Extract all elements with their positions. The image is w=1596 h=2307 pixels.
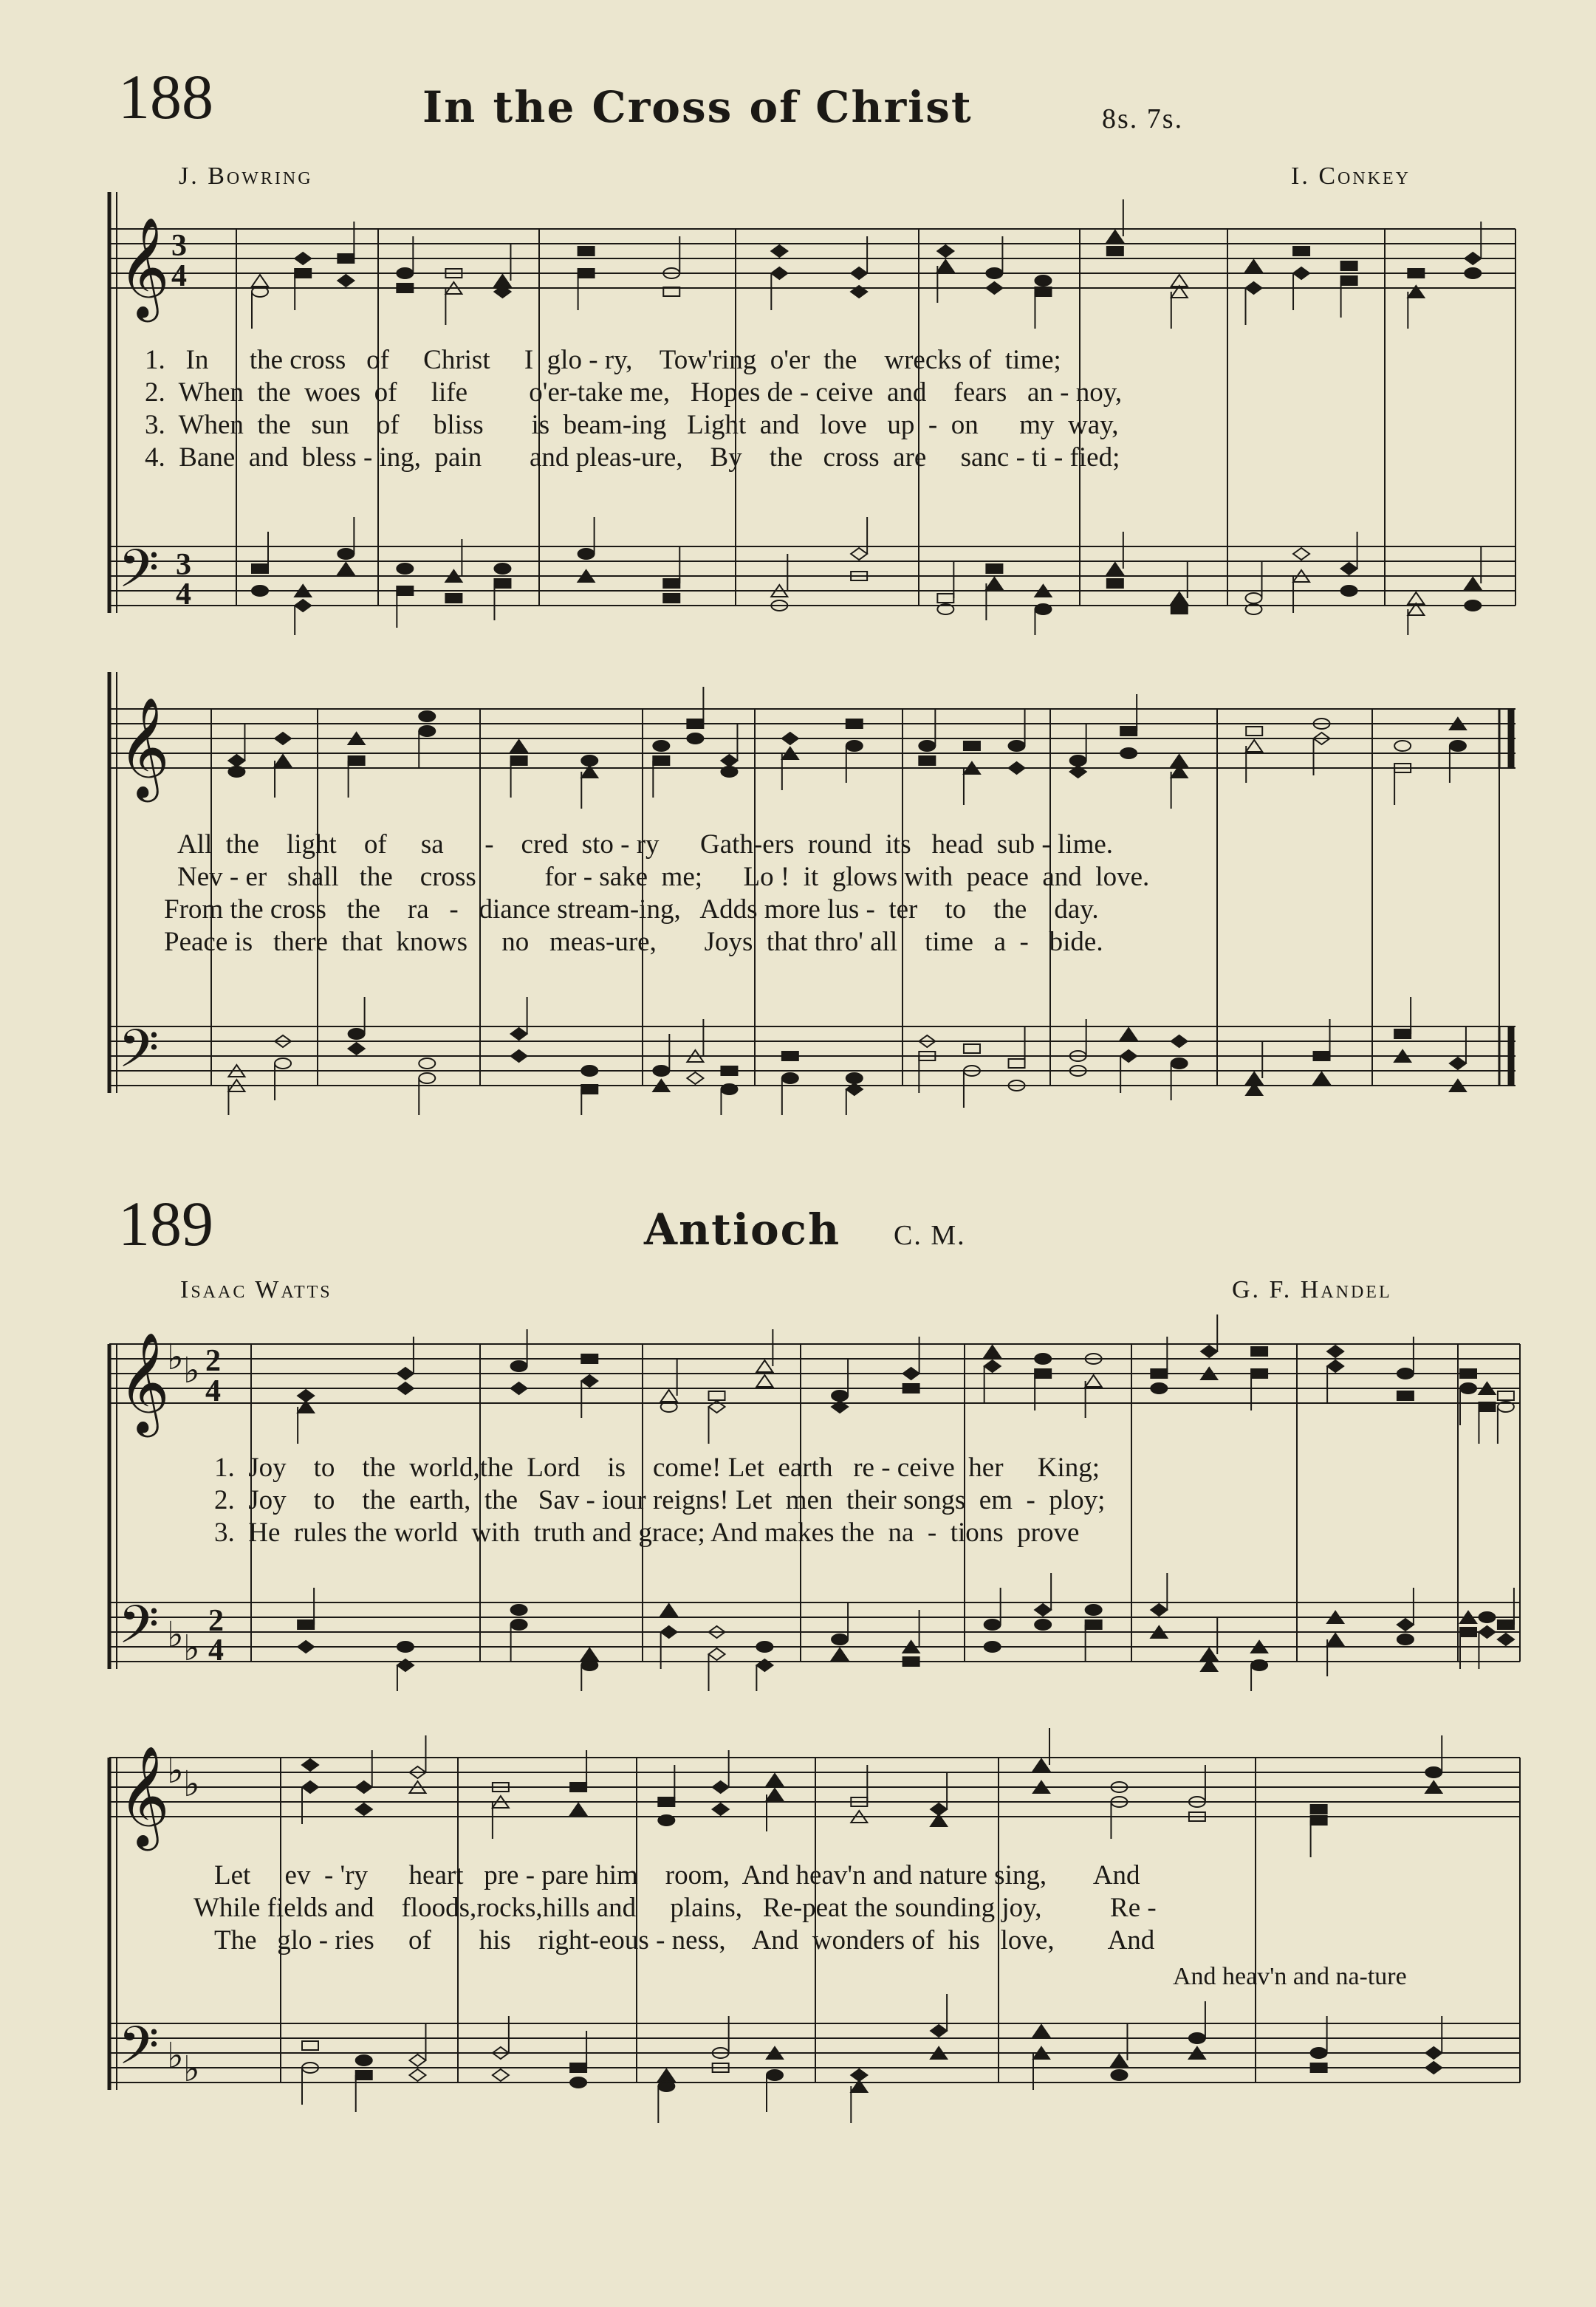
note-head [937, 594, 953, 603]
note-head [782, 733, 798, 744]
note-head [228, 755, 244, 767]
svg-text:4: 4 [176, 577, 191, 611]
note-head [397, 1368, 414, 1379]
lyrics-system-3-verse-1: 1. Joy to the world,the Lord is come! Let earth re - ceive her King; [214, 1453, 1100, 1483]
note-head [295, 600, 311, 611]
note-head [658, 2069, 674, 2081]
note-head [275, 733, 291, 744]
note-head [1009, 741, 1025, 751]
note-head [409, 2054, 425, 2066]
note-head [1394, 741, 1411, 751]
note-head [1425, 2062, 1442, 2074]
note-head [1479, 1612, 1495, 1622]
note-head [687, 733, 703, 744]
svg-text:2: 2 [205, 1344, 221, 1378]
note-head [721, 1084, 737, 1094]
note-head [409, 2069, 425, 2081]
note-head [931, 2025, 947, 2037]
note-head [302, 1781, 318, 1793]
hymn-author: Isaac Watts [180, 1276, 332, 1303]
note-head [1341, 261, 1357, 270]
note-head [1151, 1383, 1167, 1394]
note-head [1498, 1620, 1514, 1629]
note-head [511, 1361, 527, 1371]
hymn-number: 189 [118, 1188, 213, 1259]
svg-text:♭: ♭ [183, 1350, 200, 1391]
note-head [1450, 741, 1466, 751]
note-head [1479, 1626, 1495, 1638]
note-head [1293, 548, 1309, 560]
note-head [721, 767, 737, 777]
note-head [661, 1604, 677, 1616]
note-head [756, 1375, 773, 1387]
note-head [713, 1781, 729, 1793]
lyrics-system-2-verse-2: Nev - er shall the cross for - sake me; Lo ! it glows with peace and love. [177, 862, 1150, 892]
note-head [1086, 1605, 1102, 1615]
note-head [581, 1085, 597, 1094]
note-head [511, 1605, 527, 1615]
note-head [1086, 1375, 1102, 1387]
note-head [661, 1390, 677, 1402]
note-head [771, 245, 787, 257]
note-head [846, 719, 863, 728]
note-head [511, 1050, 527, 1062]
note-head [397, 563, 413, 574]
note-head [1111, 2054, 1127, 2066]
note-head [1246, 740, 1262, 752]
note-head [1033, 1759, 1049, 1771]
note-head [767, 1774, 783, 1786]
lyrics-system-4-verse-2: While fields and floods,rocks,hills and plains, Re-peat the sounding joy, Re - [193, 1893, 1157, 1923]
note-head [658, 2081, 674, 2091]
note-head [1251, 1369, 1267, 1378]
note-head [578, 269, 595, 278]
note-head [1479, 1402, 1495, 1411]
note-head [298, 1641, 314, 1653]
lyrics-system-2-verse-3: From the cross the ra - diance stream-ing, Adds more lus - ter to the day. [164, 894, 1099, 925]
note-head [782, 1073, 798, 1083]
note-head [445, 594, 462, 603]
note-head [1120, 1028, 1137, 1040]
note-head [298, 1620, 314, 1629]
svg-text:𝄢: 𝄢 [118, 2015, 160, 2089]
svg-text:♭: ♭ [167, 1337, 184, 1378]
hymn-title: In the Cross of Christ [422, 82, 973, 132]
note-head [494, 275, 510, 287]
note-head [1341, 563, 1357, 575]
lyrics-system-1-verse-4: 4. Bane and bless - ing, pain and pleas-ure, By the cross are sanc - ti - fied; [145, 442, 1120, 473]
note-head [851, 548, 867, 560]
note-head [661, 1626, 677, 1638]
note-head [578, 247, 595, 256]
note-head [511, 1619, 527, 1630]
svg-text:♭: ♭ [183, 2049, 200, 2090]
note-head [1397, 1634, 1414, 1645]
bass-cue-lyric: And heav'n and na-ture [1173, 1963, 1407, 1990]
note-head [1425, 1767, 1442, 1778]
note-head [687, 719, 703, 728]
note-head [1009, 1059, 1025, 1068]
note-head [1327, 1346, 1343, 1357]
note-head [1171, 605, 1188, 614]
hymn-composer: I. Conkey [1291, 162, 1411, 190]
note-head [986, 564, 1002, 573]
note-head [419, 711, 435, 721]
note-head [1111, 2070, 1127, 2080]
note-head [493, 2069, 509, 2081]
note-head [1327, 1360, 1343, 1372]
note-head [570, 1803, 586, 1815]
note-head [1120, 748, 1137, 758]
lyrics-system-1-verse-3: 3. When the sun of bliss is beam-ing Light and love up - on my way, [145, 410, 1119, 440]
note-head [338, 275, 354, 287]
note-head [338, 549, 354, 559]
note-head [1246, 282, 1262, 294]
note-head [419, 726, 435, 736]
note-head [1035, 604, 1051, 614]
svg-text:♭: ♭ [167, 1614, 184, 1656]
note-head [1498, 1391, 1514, 1400]
svg-text:𝄞: 𝄞 [118, 1331, 170, 1433]
note-head [349, 1029, 365, 1039]
note-head [1327, 1634, 1343, 1645]
lyrics-system-3-verse-3: 3. He rules the world with truth and grace; And makes the na - tions prove [214, 1518, 1080, 1548]
note-head [832, 1634, 848, 1645]
note-head [756, 1360, 773, 1372]
note-head [1293, 267, 1309, 279]
note-head [721, 755, 737, 767]
lyrics-system-1-verse-2: 2. When the woes of life o'er-take me, Hopes de - ceive and fears an - noy, [145, 377, 1123, 408]
note-head [709, 1391, 725, 1400]
note-head [252, 275, 268, 287]
note-head [1246, 260, 1262, 272]
note-head [1246, 593, 1262, 603]
note-head [771, 267, 787, 279]
note-head [1107, 230, 1123, 242]
svg-text:3: 3 [176, 548, 191, 582]
note-head [984, 1642, 1001, 1652]
note-head [1397, 1619, 1414, 1631]
svg-text:♭: ♭ [167, 1750, 184, 1792]
note-head [1314, 1052, 1330, 1060]
note-head [919, 756, 935, 765]
note-head [581, 1066, 597, 1076]
svg-text:4: 4 [171, 259, 187, 293]
note-head [578, 549, 595, 559]
note-head [1009, 762, 1025, 774]
hymn-meter: C. M. [894, 1220, 966, 1251]
note-head [1397, 1391, 1414, 1400]
note-head [581, 1660, 597, 1670]
hymn-author: J. Bowring [179, 162, 313, 190]
svg-text:𝄞: 𝄞 [118, 1744, 170, 1846]
note-head [1465, 268, 1481, 278]
lyrics-system-2-verse-4: Peace is there that knows no meas-ure, Joys that thro' all time a - bide. [164, 927, 1103, 957]
note-head [356, 2055, 372, 2066]
note-head [1311, 2063, 1327, 2072]
note-head [419, 1073, 435, 1083]
note-head [1408, 269, 1424, 278]
lyrics-system-2-verse-1: All the light of sa - cred sto - ry Gath-ers round its head sub - lime. [177, 829, 1114, 860]
note-head [1460, 1383, 1476, 1394]
note-head [767, 2070, 783, 2080]
note-head [964, 741, 980, 750]
note-head [984, 1346, 1001, 1357]
note-head [397, 1382, 414, 1394]
lyrics-system-4-verse-3: The glo - ries of his right-eous - ness, And wonders of his love, And [214, 1925, 1155, 1955]
note-head [782, 1052, 798, 1060]
note-head [570, 2077, 586, 2088]
note-head [1293, 247, 1309, 256]
note-head [1251, 1347, 1267, 1356]
note-head [1394, 1029, 1411, 1038]
note-head [295, 253, 311, 264]
note-head [709, 1648, 725, 1660]
note-head [1498, 1634, 1514, 1645]
note-head [338, 254, 354, 263]
note-head [1425, 2047, 1442, 2059]
note-head [1171, 1058, 1188, 1069]
note-head [275, 755, 291, 767]
note-head [228, 767, 244, 777]
lyrics-system-3-verse-2: 2. Joy to the earth, the Sav - iour reigns! Let men their songs em - ploy; [214, 1485, 1106, 1515]
note-head [511, 756, 527, 765]
note-head [658, 1797, 674, 1806]
note-head [663, 594, 679, 603]
note-head [756, 1642, 773, 1652]
lyrics-system-4-verse-1: Let ev - 'ry heart pre - pare him room, And heav'n and nature sing, And [214, 1860, 1140, 1890]
note-head [984, 1619, 1001, 1630]
note-head [1033, 2025, 1049, 2037]
note-head [1107, 563, 1123, 575]
svg-text:♭: ♭ [183, 1763, 200, 1805]
svg-text:𝄢: 𝄢 [118, 1018, 160, 1092]
note-head [1201, 1346, 1217, 1357]
note-head [581, 1354, 597, 1363]
note-head [1311, 2048, 1327, 2058]
note-head [1251, 1660, 1267, 1670]
note-head [1465, 600, 1481, 611]
note-head [832, 1648, 848, 1660]
note-head [846, 1073, 863, 1083]
note-head [570, 2063, 586, 2072]
note-head [1070, 755, 1086, 766]
note-head [1341, 276, 1357, 285]
note-head [653, 741, 669, 751]
lyrics-system-1-verse-1: 1. In the cross of Christ I glo - ry, Tow'ring o'er the wrecks of time; [145, 345, 1061, 375]
note-head [1450, 1057, 1466, 1069]
note-head [937, 245, 953, 257]
note-head [1460, 1628, 1476, 1636]
note-head [349, 1043, 365, 1055]
note-head [356, 2071, 372, 2080]
note-head [1151, 1369, 1167, 1378]
svg-text:𝄢: 𝄢 [118, 1594, 160, 1668]
note-head [984, 1360, 1001, 1372]
note-head [1151, 1604, 1167, 1616]
note-head [252, 586, 268, 596]
note-head [494, 563, 510, 574]
note-head [653, 1066, 669, 1076]
note-head [1035, 1619, 1051, 1630]
note-head [338, 563, 354, 575]
note-head [663, 579, 679, 588]
hymn-composer: G. F. Handel [1232, 1276, 1392, 1303]
note-head [397, 284, 413, 292]
svg-text:♭: ♭ [183, 1628, 200, 1669]
note-head [1460, 1369, 1476, 1378]
note-head [356, 1781, 372, 1793]
note-head [397, 586, 413, 595]
note-head [1035, 1354, 1051, 1364]
note-head [1171, 1035, 1188, 1047]
note-head [581, 1648, 597, 1660]
note-head [1107, 579, 1123, 588]
note-head [658, 1815, 674, 1826]
hymn-title: Antioch [644, 1204, 841, 1255]
note-head [1107, 247, 1123, 256]
note-head [397, 1642, 414, 1652]
note-head [419, 1058, 435, 1069]
note-head [1189, 2033, 1205, 2043]
note-head [1035, 1369, 1051, 1378]
svg-text:𝄞: 𝄞 [118, 216, 170, 318]
note-head [713, 1803, 729, 1815]
hymn-number: 188 [118, 61, 213, 132]
svg-text:𝄞: 𝄞 [118, 696, 170, 798]
note-head [687, 1072, 703, 1084]
note-head [1120, 1050, 1137, 1062]
note-head [721, 1066, 737, 1075]
note-head [581, 755, 597, 766]
note-head [1035, 275, 1051, 286]
note-head [511, 740, 527, 752]
note-head [1314, 1072, 1330, 1084]
note-head [511, 1382, 527, 1394]
note-head [903, 1368, 919, 1379]
svg-text:2: 2 [208, 1604, 224, 1638]
note-head [937, 260, 953, 272]
note-head [986, 577, 1002, 589]
svg-text:4: 4 [208, 1634, 224, 1667]
note-head [1397, 1368, 1414, 1379]
note-head [903, 1657, 919, 1666]
note-head [964, 1044, 980, 1053]
note-head [1035, 1604, 1051, 1616]
note-head [919, 741, 935, 751]
note-head [1120, 727, 1137, 736]
note-head [1465, 577, 1481, 589]
svg-text:♭: ♭ [167, 2035, 184, 2077]
note-head [653, 756, 669, 765]
note-head [356, 1803, 372, 1815]
note-head [511, 1028, 527, 1040]
note-head [832, 1391, 848, 1401]
note-head [1246, 727, 1262, 736]
svg-text:3: 3 [171, 229, 187, 263]
note-head [1035, 287, 1051, 296]
note-head [570, 1783, 586, 1792]
note-head [302, 2041, 318, 2050]
note-head [1171, 592, 1188, 604]
svg-text:4: 4 [205, 1374, 221, 1408]
note-head [349, 756, 365, 765]
note-head [275, 1058, 291, 1069]
note-head [846, 741, 863, 751]
note-head [1311, 1816, 1327, 1825]
svg-text:𝄢: 𝄢 [118, 538, 160, 612]
note-head [252, 564, 268, 573]
note-head [1465, 253, 1481, 264]
note-head [494, 579, 510, 588]
note-head [1311, 1805, 1327, 1814]
note-head [1341, 586, 1357, 596]
note-head [581, 1375, 597, 1387]
note-head [851, 267, 867, 279]
note-head [767, 1789, 783, 1800]
note-head [1086, 1620, 1102, 1629]
note-head [397, 268, 413, 278]
note-head [986, 268, 1002, 278]
note-head [302, 1759, 318, 1771]
note-head [295, 269, 311, 278]
note-head [986, 282, 1002, 294]
hymn-meter: 8s. 7s. [1102, 103, 1184, 134]
note-head [903, 1384, 919, 1393]
